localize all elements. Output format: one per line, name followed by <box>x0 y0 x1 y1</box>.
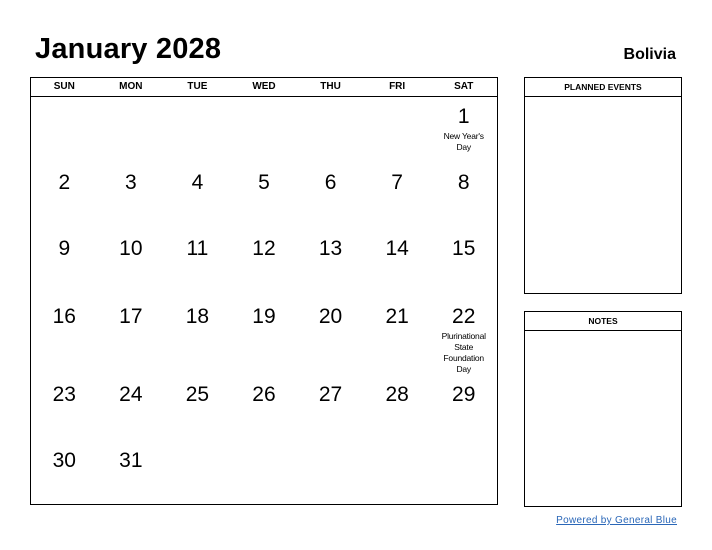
day-cell <box>31 383 98 407</box>
day-number: 9 <box>58 237 71 260</box>
day-cell <box>31 237 98 261</box>
holiday-label: New Year's Day <box>443 131 484 152</box>
day-number: 19 <box>252 305 276 328</box>
day-cell <box>98 449 165 473</box>
day-cell <box>231 383 298 407</box>
day-cell <box>98 237 165 261</box>
day-number: 6 <box>324 171 337 194</box>
notes-panel <box>524 311 682 507</box>
day-cell <box>364 383 431 407</box>
day-number: 16 <box>52 305 76 328</box>
day-number: 23 <box>52 383 76 406</box>
day-number: 31 <box>119 449 143 472</box>
weekday-wed: WED <box>252 81 276 92</box>
day-number: 20 <box>318 305 343 328</box>
day-cell <box>31 449 98 473</box>
day-cell <box>164 237 231 261</box>
weekday-fri: FRI <box>389 81 406 92</box>
day-number: 12 <box>252 237 276 260</box>
day-number: 18 <box>185 305 210 328</box>
day-cell <box>297 237 364 261</box>
day-cell <box>430 105 497 153</box>
day-number: 24 <box>119 383 143 406</box>
day-cell <box>164 383 231 407</box>
day-number: 28 <box>385 383 409 406</box>
day-number: 22 <box>452 305 476 328</box>
weekday-mon: MON <box>119 81 143 92</box>
day-number: 11 <box>186 237 209 260</box>
day-number: 3 <box>125 171 137 194</box>
day-number: 29 <box>452 383 476 406</box>
day-number: 26 <box>252 383 276 406</box>
day-cell <box>430 305 497 375</box>
day-number: 17 <box>119 305 143 328</box>
day-cell <box>430 383 497 407</box>
day-number: 15 <box>452 237 476 260</box>
day-cell <box>98 305 165 329</box>
day-number: 27 <box>318 383 343 406</box>
day-cell <box>98 171 165 195</box>
day-cell <box>164 171 231 195</box>
planned-events-panel <box>524 77 682 294</box>
weekday-sat: SAT <box>454 81 474 92</box>
day-number: 10 <box>119 237 143 260</box>
day-cell <box>364 237 431 261</box>
calendar-grid <box>30 77 498 505</box>
holiday-label: Plurinational State Foundation Day <box>441 331 486 374</box>
day-cell <box>164 305 231 329</box>
day-cell <box>31 171 98 195</box>
day-number: 5 <box>258 171 270 194</box>
day-cell <box>31 305 98 329</box>
notes-heading: NOTES <box>525 312 681 331</box>
day-cell <box>231 305 298 329</box>
weekday-thu: THU <box>320 81 341 92</box>
day-number: 2 <box>58 171 71 194</box>
day-number: 7 <box>391 171 403 194</box>
powered-by-link[interactable]: Powered by General Blue <box>556 515 677 526</box>
day-cell <box>364 305 431 329</box>
day-number: 8 <box>457 171 470 194</box>
day-number: 13 <box>318 237 343 260</box>
day-cell <box>430 171 497 195</box>
planned-events-heading: PLANNED EVENTS <box>525 78 681 97</box>
country-label: Bolivia <box>623 46 676 63</box>
weekday-header-row <box>31 78 497 97</box>
page-title: January 2028 <box>35 33 222 65</box>
day-cell <box>430 237 497 261</box>
day-number: 30 <box>52 449 76 472</box>
day-number: 4 <box>191 171 204 194</box>
day-cell <box>297 383 364 407</box>
day-cell <box>297 171 364 195</box>
day-number: 25 <box>185 383 210 406</box>
day-number: 14 <box>385 237 409 260</box>
day-cell <box>297 305 364 329</box>
day-cell <box>98 383 165 407</box>
day-cell <box>364 171 431 195</box>
weekday-sun: SUN <box>53 81 75 92</box>
day-number: 21 <box>385 305 409 328</box>
day-cell <box>231 171 298 195</box>
day-number: 1 <box>457 105 470 128</box>
day-cell <box>231 237 298 261</box>
weekday-tue: TUE <box>187 81 208 92</box>
